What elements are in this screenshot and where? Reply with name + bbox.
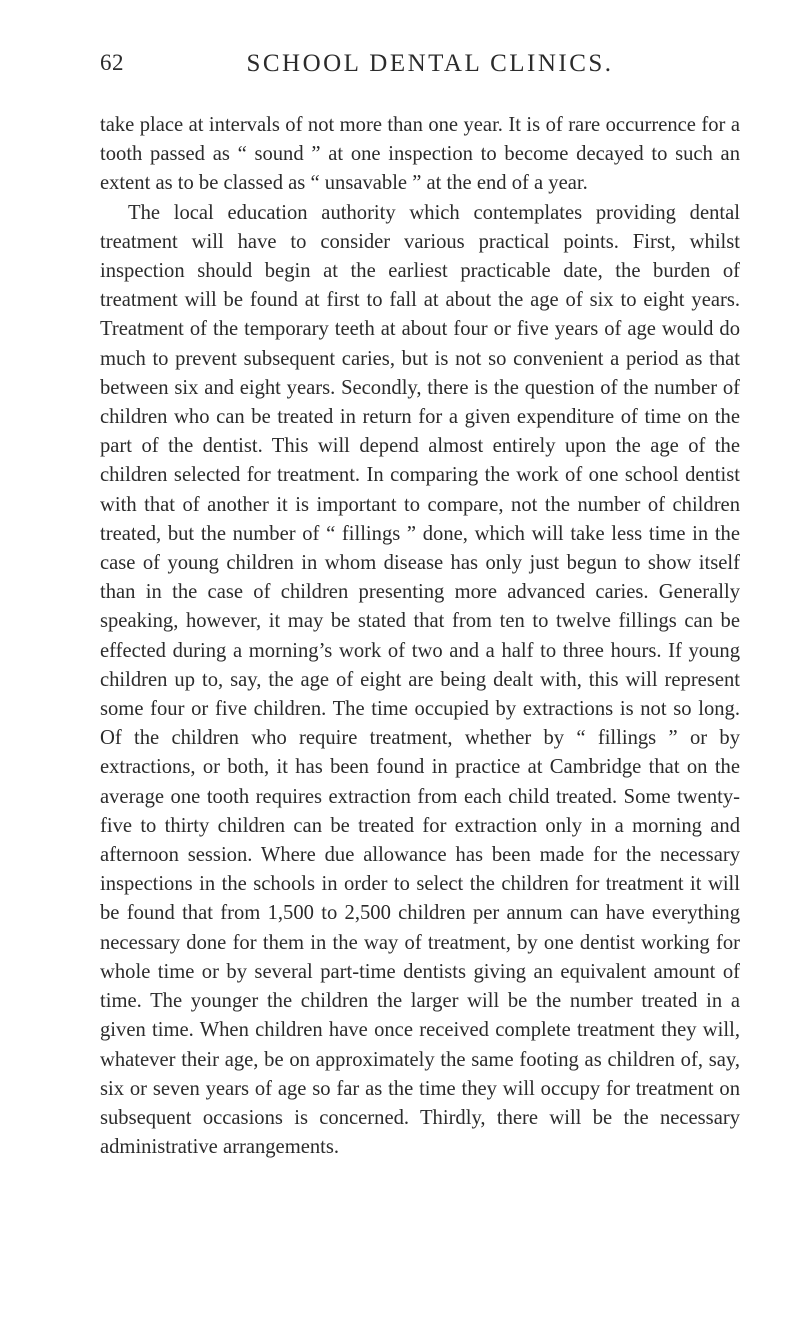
paragraph-continuation: take place at intervals of not more than one year. It is of rare occurrence for a tooth passed as “ sound ” at one inspection to become decayed to such an extent as to be classed as “ unsavable ” at the end of a year.: [100, 114, 740, 195]
page-number: 62: [100, 50, 124, 75]
paragraph-practical-points: The local education authority which contemplates providing dental treatment will have to consider various practical points. First, whilst inspection should begin at the earliest practicable date, the burden of treatment will be found at first to fall at about the age of six to eight years. Treatment of the temporary teeth at about four or five years of age would do much to prevent subsequent caries, but is not so convenient a period as that between six and eight years. Secondly, there is the question of the number of children who can be treated in return for a given expenditure of time on the part of the dentist. This will depend almost entirely upon the age of the children selected for treatment. In comparing the work of one school dentist with that of another it is important to compare, not the number of children treated, but the number of “ fillings ” done, which will take less time in the case of young children in whom disease has only just begun to show itself than in the case of children presenting more advanced caries. Generally speaking, however, it may be stated that from ten to twelve fillings can be effected during a morning’s work of two and a half to three hours. If young children up to, say, the age of eight are being dealt with, this will represent some four or five children. The time occupied by extractions is not so long. Of the children who require treatment, whether by “ fillings ” or by extractions, or both, it has been found in practice at Cambridge that on the average one tooth requires extraction from each child treated. Some twenty-five to thirty children can be treated for extraction only in a morning and afternoon session. Where due allowance has been made for the necessary inspections in the schools in order to select the children for treatment it will be found that from 1,500 to 2,500 children per annum can have everything necessary done for them in the way of treatment, by one dentist working for whole time or by several part-time dentists giving an equivalent amount of time. The younger the children the larger will be the number treated in a given time. When children have once received complete treatment they will, whatever their age, be on approximately the same footing as children of, say, six or seven years of age so far as the time they will occupy for treatment on subsequent occasions is concerned. Thirdly, there will be the necessary administrative arrangements.: [100, 201, 740, 1159]
running-head: SCHOOL DENTAL CLINICS.: [246, 50, 614, 77]
page-header: [100, 50, 740, 90]
body-text: [100, 111, 740, 1162]
